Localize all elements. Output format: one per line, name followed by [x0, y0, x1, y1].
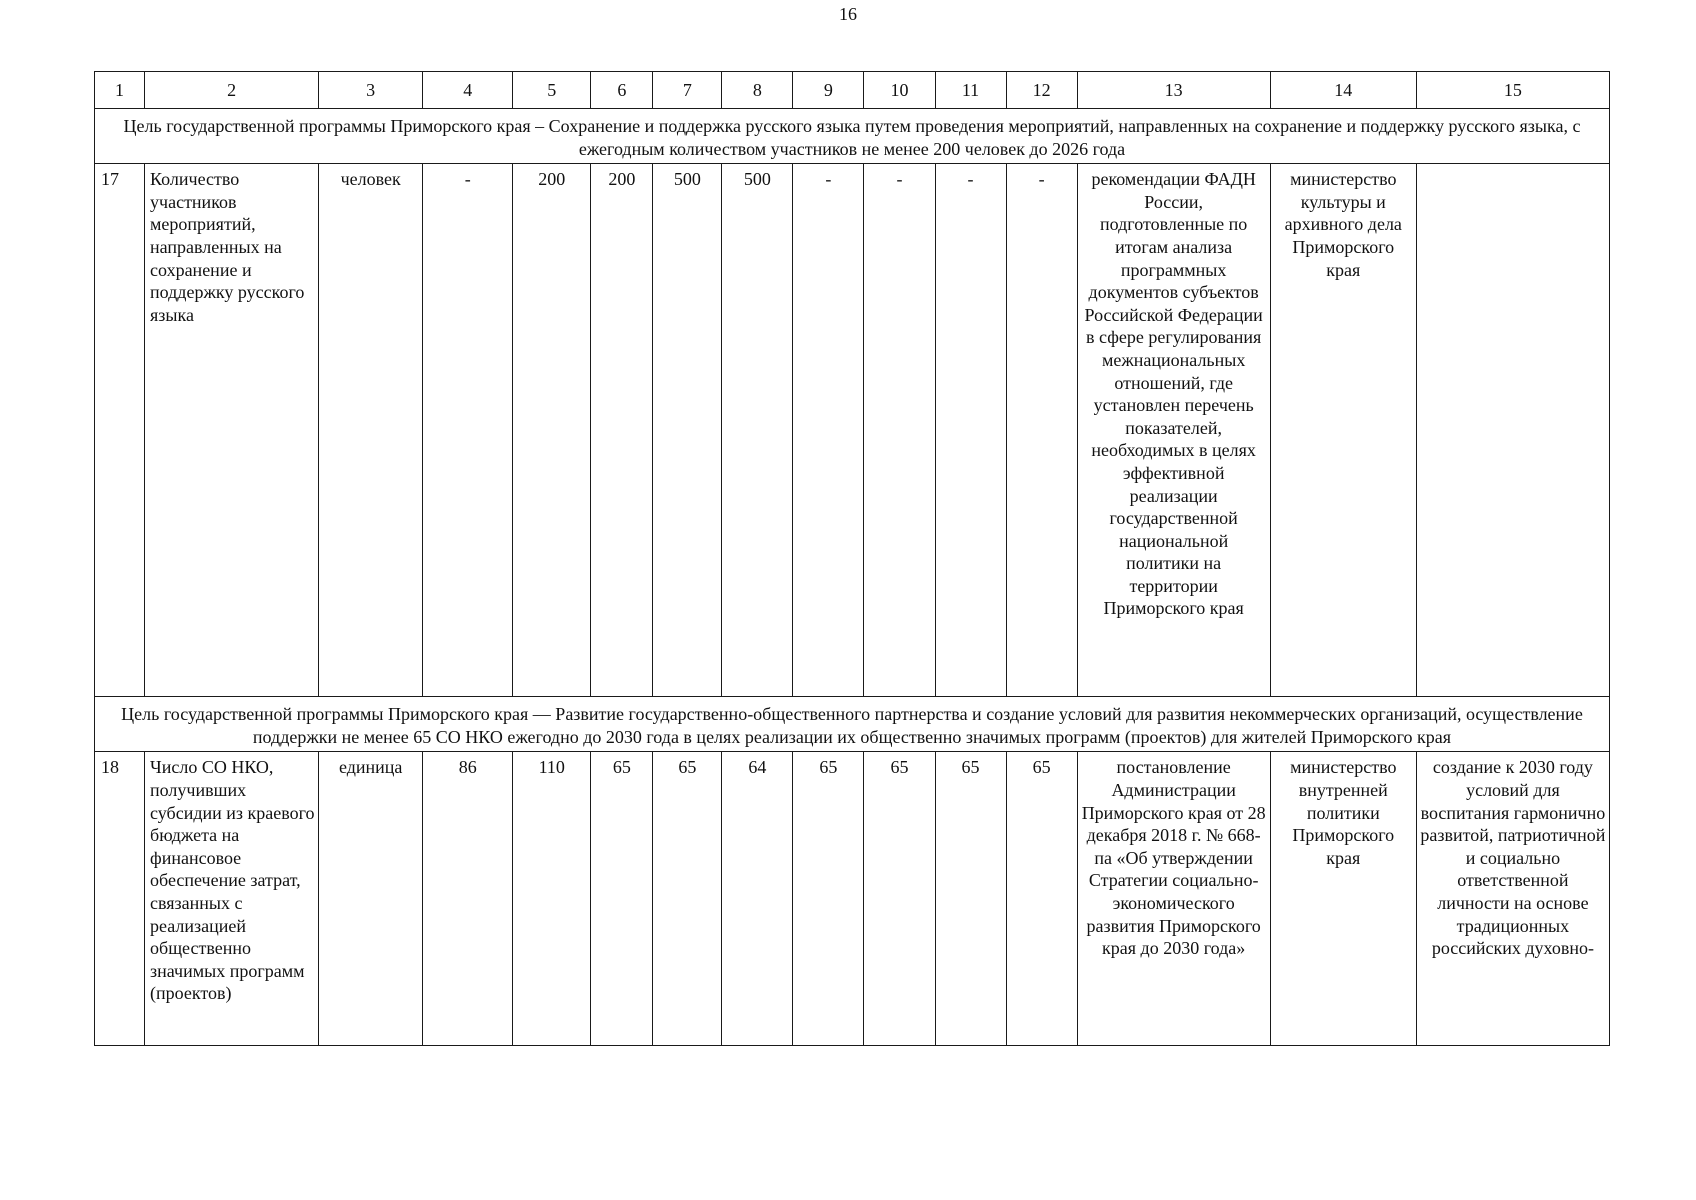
indicator-name: Количество участников мероприятий, направленных на сохранение и поддержку русского языка	[145, 164, 319, 697]
value-cell: 500	[722, 164, 793, 697]
value-cell: 64	[722, 752, 793, 1046]
column-number: 3	[319, 72, 423, 109]
column-number: 10	[864, 72, 935, 109]
value-cell: -	[423, 164, 513, 697]
value-cell: 65	[864, 752, 935, 1046]
column-number: 2	[145, 72, 319, 109]
column-number: 5	[513, 72, 591, 109]
value-cell: -	[864, 164, 935, 697]
column-number: 9	[793, 72, 864, 109]
unit: человек	[319, 164, 423, 697]
value-cell: 500	[653, 164, 722, 697]
goal-row	[95, 109, 1610, 164]
column-number: 8	[722, 72, 793, 109]
column-number: 14	[1270, 72, 1416, 109]
indicators-table	[94, 71, 1610, 1046]
column-numbers-row	[95, 72, 1610, 109]
value-cell: -	[1006, 164, 1077, 697]
responsible-body: министерство культуры и архивного дела Приморского края	[1270, 164, 1416, 697]
goal-text: Цель государственной программы Приморского края – Сохранение и поддержка русского языка путем проведения мероприятий, направленных на сохранение и поддержку русского языка, с ежегодным количеством участников не менее 200 человек до 2026 года	[95, 109, 1610, 164]
row-number: 17	[95, 164, 145, 697]
indicator-row	[95, 164, 1610, 697]
linked-goal	[1416, 164, 1609, 697]
responsible-body: министерство внутренней политики Приморского края	[1270, 752, 1416, 1046]
value-cell: 200	[513, 164, 591, 697]
linked-goal: создание к 2030 году условий для воспитания гармонично развитой, патриотичной и социально ответственной личности на основе традиционных российских духовно-	[1416, 752, 1609, 1046]
indicator-name: Число СО НКО, получивших субсидии из краевого бюджета на финансовое обеспечение затрат, связанных с реализацией общественно значимых программ (проектов)	[145, 752, 319, 1046]
value-cell: 110	[513, 752, 591, 1046]
value-cell: 200	[591, 164, 653, 697]
column-number: 7	[653, 72, 722, 109]
column-number: 12	[1006, 72, 1077, 109]
column-number: 15	[1416, 72, 1609, 109]
goal-row	[95, 697, 1610, 752]
column-number: 13	[1077, 72, 1270, 109]
page-number: 16	[839, 4, 857, 24]
column-number: 4	[423, 72, 513, 109]
column-number: 6	[591, 72, 653, 109]
column-number: 11	[935, 72, 1006, 109]
source-document: рекомендации ФАДН России, подготовленные по итогам анализа программных документов субъектов Российской Федерации в сфере регулирования межнациональных отношений, где установлен перечень показателей, необходимых в целях эффективной реализации государственной национальной политики на территории Приморского края	[1077, 164, 1270, 697]
source-document: постановление Администрации Приморского края от 28 декабря 2018 г. № 668-па «Об утверждении Стратегии социально-экономического развития Приморского края до 2030 года»	[1077, 752, 1270, 1046]
value-cell: 65	[653, 752, 722, 1046]
value-cell: 86	[423, 752, 513, 1046]
value-cell: -	[793, 164, 864, 697]
value-cell: 65	[1006, 752, 1077, 1046]
indicator-row	[95, 752, 1610, 1046]
value-cell: 65	[935, 752, 1006, 1046]
value-cell: 65	[591, 752, 653, 1046]
value-cell: 65	[793, 752, 864, 1046]
value-cell: -	[935, 164, 1006, 697]
row-number: 18	[95, 752, 145, 1046]
unit: единица	[319, 752, 423, 1046]
goal-text: Цель государственной программы Приморского края — Развитие государственно-общественного партнерства и создание условий для развития некоммерческих организаций, осуществление поддержки не менее 65 СО НКО ежегодно до 2030 года в целях реализации их общественно значимых программ (проектов) для жителей Приморского края	[95, 697, 1610, 752]
column-number: 1	[95, 72, 145, 109]
